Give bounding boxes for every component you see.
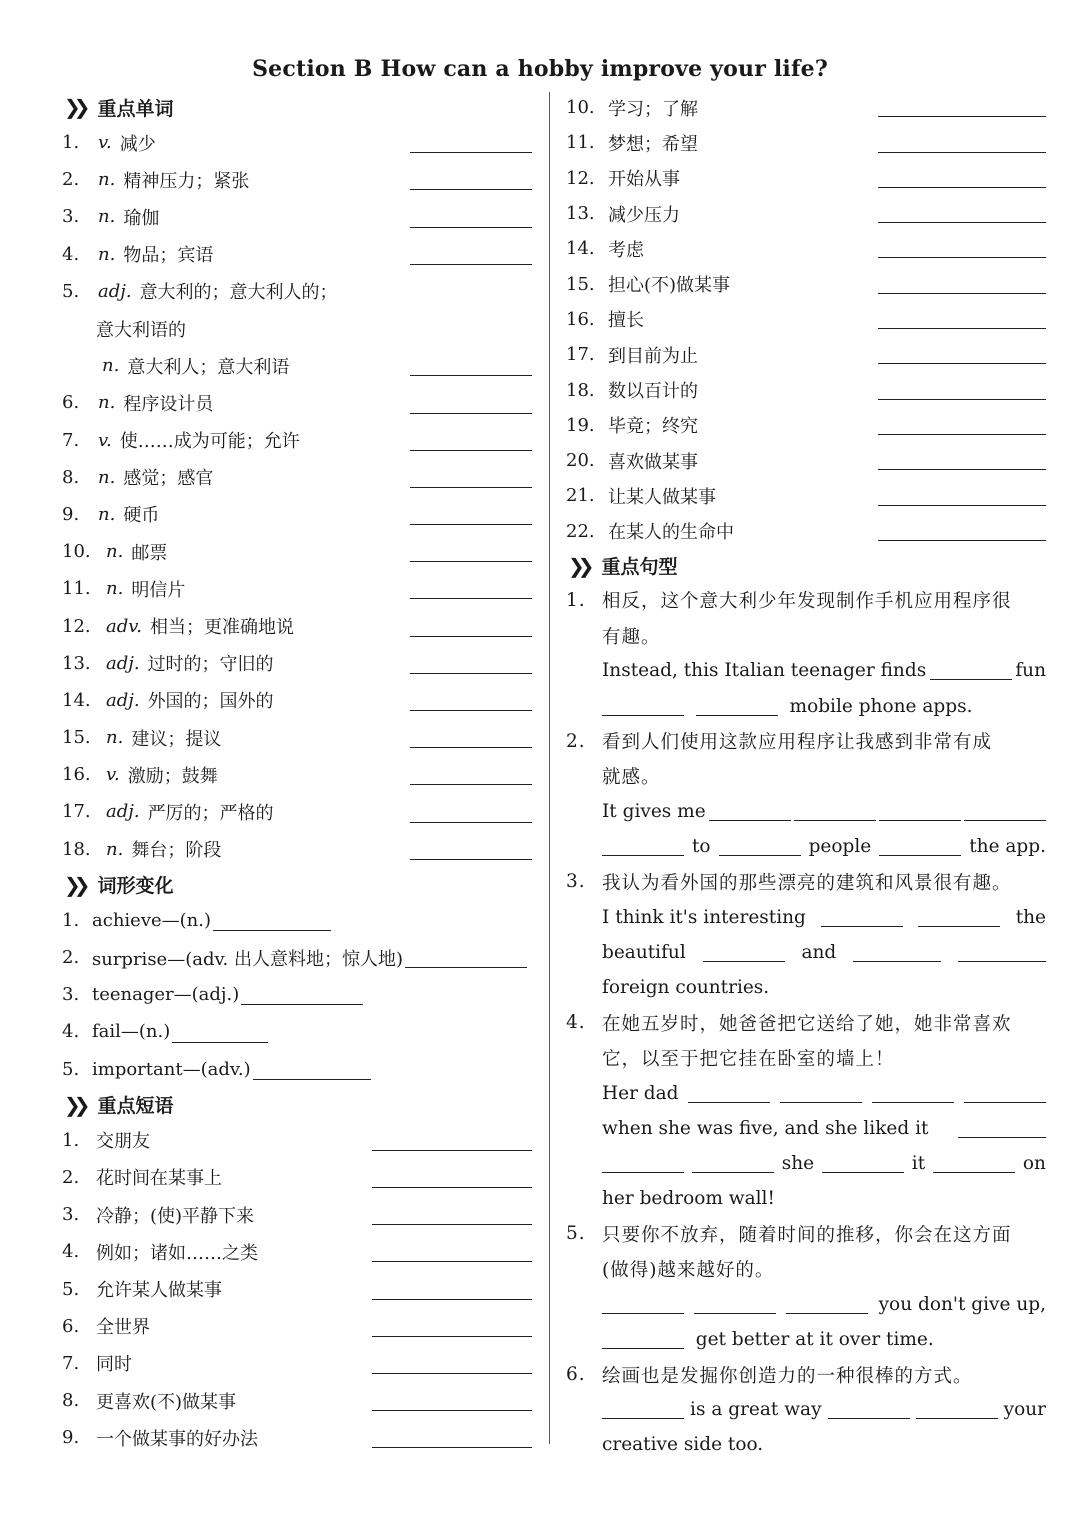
phrase-number: 2. (62, 1166, 80, 1188)
phrases-list-left (62, 1122, 532, 1457)
phrase-number: 7. (62, 1352, 80, 1374)
answer-blank[interactable] (372, 1447, 532, 1448)
answer-blank[interactable] (410, 152, 532, 153)
sentence-6-en: is a great way your (566, 1392, 1046, 1427)
phrase-meaning: 学习；了解 (608, 98, 698, 120)
answer-blank[interactable] (410, 636, 532, 637)
vocab-pos: adj. (106, 652, 140, 674)
phrase-meaning: 同时 (96, 1354, 132, 1376)
sentences-heading (566, 549, 1046, 583)
vocab-pos: n. (98, 392, 116, 414)
vocab-meaning: 舞台；阶段 (131, 840, 222, 862)
answer-blank[interactable] (878, 187, 1046, 188)
answer-blank[interactable] (964, 1084, 1046, 1103)
answer-blank[interactable] (878, 434, 1046, 435)
phrase-number: 16. (566, 308, 595, 330)
phrase-number: 10. (566, 97, 595, 119)
sentence-4-zh: 4. 在她五岁时，她爸爸把它送给了她，她非常喜欢 (566, 1012, 1012, 1035)
answer-blank[interactable] (719, 837, 801, 856)
vocab-pos: adj. (106, 689, 140, 711)
vocab-row (62, 831, 532, 868)
answer-blank[interactable] (372, 1150, 532, 1151)
vocab-row (62, 384, 532, 421)
answer-blank[interactable] (694, 1295, 776, 1314)
sentence-4-zh-cont: 它，以至于把它挂在卧室的墙上！ (602, 1048, 895, 1070)
vocab-pos: n. (106, 541, 124, 563)
answer-blank[interactable] (878, 399, 1046, 400)
vocab-heading (62, 90, 532, 124)
answer-blank[interactable] (372, 1224, 532, 1225)
answer-blank[interactable] (410, 822, 532, 823)
answer-blank[interactable] (696, 697, 778, 716)
vocab-pos: adv. (106, 615, 143, 637)
vocab-row (62, 570, 532, 607)
sentence-3-en-cont2: foreign countries. (602, 977, 770, 999)
vocab-meaning: 外国的；国外的 (147, 691, 274, 713)
vocab-pos: n. (106, 578, 124, 600)
sentence-1-zh-cont: 有趣。 (602, 626, 661, 648)
sentence-4-en-cont2: she it on (566, 1146, 1046, 1181)
forms-row (62, 902, 532, 939)
forms-word: achieve—(n.) (92, 909, 211, 931)
answer-blank[interactable] (878, 540, 1046, 541)
phrase-number: 18. (566, 379, 595, 401)
vocab-number: 1. (62, 132, 80, 154)
vocab-meaning: 意大利语的 (96, 319, 186, 341)
phrase-number: 17. (566, 344, 595, 366)
answer-blank[interactable] (879, 837, 961, 856)
answer-blank[interactable] (933, 1154, 1015, 1173)
phrase-number: 5. (62, 1278, 80, 1300)
answer-blank[interactable] (410, 561, 532, 562)
answer-blank[interactable] (602, 1295, 684, 1314)
answer-blank[interactable] (410, 598, 532, 599)
vocab-pos: n. (106, 727, 124, 749)
phrase-number: 12. (566, 167, 595, 189)
vocab-number: 14. (62, 689, 91, 711)
sentence-1-en: Instead, this Italian teenager finds fun (602, 660, 1046, 682)
sentence-4-en-cont3: her bedroom wall! (602, 1188, 775, 1210)
vocab-pos: v. (98, 429, 112, 451)
vocab-row (62, 719, 532, 756)
sentence-2-en-cont: to people the app. (566, 829, 1046, 864)
answer-blank[interactable] (253, 1079, 371, 1080)
double-chevron-icon: ❯❯ (64, 872, 84, 897)
phrase-row (566, 408, 1046, 443)
sentence-5-zh: 5. 只要你不放弃，随着时间的推移，你会在这方面 (566, 1223, 1012, 1246)
answer-blank[interactable] (878, 469, 1046, 470)
phrase-row (62, 1159, 532, 1196)
vocab-row (62, 607, 532, 644)
phrase-row (566, 372, 1046, 407)
vocab-pos: n. (98, 503, 116, 525)
answer-blank[interactable] (410, 710, 532, 711)
forms-number: 2. (62, 947, 80, 969)
phrase-row (566, 337, 1046, 372)
forms-list (62, 902, 532, 1088)
answer-blank[interactable] (930, 661, 1012, 680)
vocab-meaning: 明信片 (131, 579, 186, 601)
answer-blank[interactable] (602, 1330, 684, 1349)
answer-blank[interactable] (688, 1084, 770, 1103)
answer-blank[interactable] (213, 930, 331, 931)
vocab-row (62, 347, 532, 384)
sentence-1-zh: 1. 相反，这个意大利少年发现制作手机应用程序很 (566, 589, 1012, 613)
answer-blank[interactable] (410, 227, 532, 228)
vocab-row (62, 459, 532, 496)
vocab-number: 2. (62, 169, 80, 191)
answer-blank[interactable] (372, 1373, 532, 1374)
phrase-row (62, 1345, 532, 1382)
vocab-row (62, 756, 532, 793)
phrase-number: 15. (566, 273, 595, 295)
vocab-row (62, 793, 532, 830)
vocab-meaning: 硬币 (123, 505, 160, 527)
answer-blank[interactable] (878, 505, 1046, 506)
answer-blank[interactable] (410, 413, 532, 414)
forms-word: fail—(n.) (92, 1021, 171, 1043)
answer-blank[interactable] (410, 487, 532, 488)
vocab-meaning: 相当；更准确地说 (150, 617, 295, 639)
vocab-meaning: 邮票 (131, 542, 168, 564)
phrase-number: 8. (62, 1390, 80, 1412)
phrase-row (566, 266, 1046, 301)
vocab-number: 7. (62, 429, 80, 451)
phrase-row (566, 514, 1046, 549)
answer-blank[interactable] (410, 747, 532, 748)
phrase-row (62, 1233, 532, 1270)
vocab-row (62, 645, 532, 682)
answer-blank[interactable] (872, 1084, 954, 1103)
phrase-meaning: 更喜欢(不)做某事 (96, 1391, 237, 1413)
answer-blank[interactable] (410, 524, 532, 525)
answer-blank[interactable] (786, 1295, 868, 1314)
phrase-meaning: 擅长 (608, 310, 644, 332)
forms-number: 3. (62, 984, 80, 1006)
answer-blank[interactable] (958, 943, 1046, 962)
phrase-number: 14. (566, 238, 595, 260)
phrase-meaning: 花时间在某事上 (96, 1168, 222, 1190)
phrase-row (62, 1196, 532, 1233)
vocab-meaning: 严厉的；严格的 (147, 802, 274, 824)
phrase-meaning: 到目前为止 (608, 345, 698, 367)
vocab-number: 17. (62, 801, 91, 823)
vocab-number: 10. (62, 541, 91, 563)
sentences-heading-label: 重点句型 (601, 556, 678, 579)
phrases-list-right (566, 90, 1046, 549)
answer-blank[interactable] (958, 1119, 1046, 1138)
forms-row (62, 976, 532, 1013)
phrase-meaning: 冷静；(使)平静下来 (96, 1205, 255, 1227)
phrase-number: 9. (62, 1427, 80, 1449)
phrase-row (62, 1382, 532, 1419)
vocab-meaning: 过时的；守旧的 (147, 654, 274, 676)
sentence-5-en: you don't give up, (566, 1287, 1046, 1322)
vocab-meaning: 使……成为可能；允许 (119, 431, 300, 453)
vocab-heading-label: 重点单词 (97, 97, 174, 120)
answer-blank[interactable] (878, 363, 1046, 364)
vocab-meaning: 瑜伽 (123, 207, 160, 229)
sentence-6-en-cont: creative side too. (602, 1434, 764, 1456)
phrase-meaning: 例如；诸如……之类 (96, 1242, 258, 1264)
sentence-2-zh-cont: 就感。 (602, 767, 661, 789)
phrase-number: 4. (62, 1241, 80, 1263)
vocab-pos: adj. (98, 280, 132, 302)
answer-blank[interactable] (602, 697, 684, 716)
phrase-number: 13. (566, 203, 595, 225)
phrase-number: 19. (566, 414, 595, 436)
answer-blank[interactable] (964, 802, 1046, 821)
answer-blank[interactable] (878, 257, 1046, 258)
sentence-3-en-cont: beautiful and (566, 935, 1046, 970)
phrase-meaning: 开始从事 (608, 169, 680, 191)
vocab-number: 15. (62, 727, 91, 749)
forms-word: teenager—(adj.) (92, 984, 240, 1006)
answer-blank[interactable] (372, 1336, 532, 1337)
vocab-meaning: 精神压力；紧张 (123, 170, 250, 192)
phrase-meaning: 让某人做某事 (608, 486, 716, 508)
answer-blank[interactable] (878, 293, 1046, 294)
vocab-number: 11. (62, 578, 91, 600)
vocab-row (62, 273, 532, 310)
answer-blank[interactable] (878, 116, 1046, 117)
vocab-pos: n. (98, 466, 116, 488)
vocab-pos: n. (98, 206, 116, 228)
phrase-meaning: 数以百计的 (608, 381, 698, 403)
phrase-row (62, 1308, 532, 1345)
phrase-number: 11. (566, 132, 595, 154)
vocab-meaning: 建议；提议 (131, 728, 222, 750)
answer-blank[interactable] (602, 837, 684, 856)
phrase-row (62, 1270, 532, 1307)
vocab-meaning: 减少 (119, 133, 156, 155)
answer-blank[interactable] (172, 1042, 268, 1043)
sentence-5-zh-cont: (做得)越来越好的。 (602, 1260, 775, 1282)
answer-blank[interactable] (918, 908, 1000, 927)
vocab-number: 16. (62, 764, 91, 786)
phrase-row (62, 1122, 532, 1159)
phrase-number: 20. (566, 450, 595, 472)
sentence-6-zh: 6. 绘画也是发掘你创造力的一种很棒的方式。 (566, 1364, 973, 1387)
vocab-row (62, 124, 532, 161)
phrase-number: 1. (62, 1129, 80, 1151)
vocab-number: 4. (62, 243, 80, 265)
phrase-row (566, 478, 1046, 513)
sentence-3-zh: 3. 我认为看外国的那些漂亮的建筑和风景很有趣。 (566, 871, 1012, 894)
vocab-row (62, 496, 532, 533)
right-column (566, 90, 1046, 1463)
vocab-pos: n. (106, 838, 124, 860)
vocab-number: 5. (62, 280, 80, 302)
phrase-meaning: 全世界 (96, 1317, 150, 1339)
phrase-row (62, 1419, 532, 1456)
phrase-row (566, 302, 1046, 337)
vocab-pos: v. (106, 764, 120, 786)
vocab-number: 3. (62, 206, 80, 228)
phrase-number: 22. (566, 520, 595, 542)
vocab-meaning: 意大利的；意大利人的； (139, 282, 338, 304)
column-divider (549, 92, 550, 1444)
vocab-number: 9. (62, 503, 80, 525)
forms-heading (62, 868, 532, 902)
answer-blank[interactable] (602, 1154, 684, 1173)
vocab-pos: n. (102, 355, 120, 377)
phrase-number: 3. (62, 1204, 80, 1226)
phrase-row (566, 196, 1046, 231)
vocab-number: 13. (62, 652, 91, 674)
double-chevron-icon: ❯❯ (64, 1092, 84, 1117)
vocab-row (62, 422, 532, 459)
phrase-row (566, 231, 1046, 266)
phrase-row (566, 90, 1046, 125)
sentence-1-en-cont: mobile phone apps. (566, 688, 1046, 723)
answer-blank[interactable] (878, 328, 1046, 329)
forms-row (62, 939, 532, 976)
answer-blank[interactable] (410, 189, 532, 190)
phrase-row (566, 125, 1046, 160)
phrase-meaning: 在某人的生命中 (608, 522, 734, 544)
answer-blank[interactable] (703, 943, 785, 962)
sentence-4-en-cont: when she was five, and she liked it (566, 1111, 1046, 1146)
answer-blank[interactable] (709, 802, 791, 821)
phrase-meaning: 梦想；希望 (608, 133, 698, 155)
phrase-meaning: 允许某人做某事 (96, 1280, 222, 1302)
answer-blank[interactable] (878, 152, 1046, 153)
forms-number: 5. (62, 1058, 80, 1080)
vocab-row (62, 533, 532, 570)
sentence-3-en: I think it's interesting the (602, 906, 1046, 928)
vocab-row (62, 682, 532, 719)
sentence-4-en: Her dad (566, 1075, 1046, 1110)
forms-row (62, 1051, 532, 1088)
vocab-number: 12. (62, 615, 91, 637)
vocab-pos: n. (98, 169, 116, 191)
answer-blank[interactable] (241, 1004, 363, 1005)
answer-blank[interactable] (822, 1154, 904, 1173)
page-title: Section B How can a hobby improve your life? (252, 56, 828, 82)
answer-blank[interactable] (602, 1400, 684, 1419)
vocab-meaning: 激励；鼓舞 (127, 765, 218, 787)
sentence-5-en-cont: get better at it over time. (566, 1322, 1046, 1357)
vocab-pos: n. (98, 243, 116, 265)
phrase-number: 6. (62, 1315, 80, 1337)
vocab-meaning: 感觉；感官 (123, 468, 214, 490)
vocab-row (62, 236, 532, 273)
answer-blank[interactable] (372, 1299, 532, 1300)
answer-blank[interactable] (853, 943, 941, 962)
vocab-row (62, 310, 532, 347)
answer-blank[interactable] (794, 802, 876, 821)
answer-blank[interactable] (410, 784, 532, 785)
phrase-meaning: 考虑 (608, 239, 644, 261)
phrase-meaning: 一个做某事的好办法 (96, 1428, 258, 1450)
phrase-row (566, 161, 1046, 196)
answer-blank[interactable] (916, 1400, 998, 1419)
double-chevron-icon: ❯❯ (64, 95, 84, 119)
answer-blank[interactable] (372, 1410, 532, 1411)
double-chevron-icon: ❯❯ (568, 553, 588, 578)
answer-blank[interactable] (780, 1084, 862, 1103)
forms-row (62, 1013, 532, 1050)
answer-blank[interactable] (410, 264, 532, 265)
answer-blank[interactable] (821, 908, 903, 927)
forms-heading-label: 词形变化 (97, 875, 174, 898)
answer-blank[interactable] (372, 1187, 532, 1188)
answer-blank[interactable] (410, 375, 532, 376)
answer-blank[interactable] (878, 222, 1046, 223)
forms-number: 1. (62, 909, 80, 931)
vocab-number: 18. (62, 838, 91, 860)
vocab-row (62, 198, 532, 235)
vocab-list (62, 124, 532, 868)
phrase-meaning: 担心(不)做某事 (608, 275, 731, 297)
forms-number: 4. (62, 1021, 80, 1043)
vocab-pos: v. (98, 132, 112, 154)
sentence-2-en: It gives me (566, 794, 1046, 829)
answer-blank[interactable] (828, 1400, 910, 1419)
phrases-heading-label: 重点短语 (97, 1095, 174, 1118)
vocab-meaning: 意大利人；意大利语 (127, 356, 290, 378)
phrase-meaning: 毕竟；终究 (608, 416, 698, 438)
vocab-number: 8. (62, 466, 80, 488)
phrase-row (566, 443, 1046, 478)
answer-blank[interactable] (410, 450, 532, 451)
answer-blank[interactable] (405, 967, 527, 968)
answer-blank[interactable] (879, 802, 961, 821)
left-column (62, 90, 532, 1456)
vocab-meaning: 程序设计员 (123, 393, 214, 415)
answer-blank[interactable] (410, 673, 532, 674)
answer-blank[interactable] (692, 1154, 774, 1173)
vocab-row (62, 161, 532, 198)
phrase-number: 21. (566, 485, 595, 507)
phrases-heading (62, 1088, 532, 1122)
phrase-meaning: 减少压力 (608, 204, 680, 226)
phrase-meaning: 喜欢做某事 (608, 451, 698, 473)
vocab-number: 6. (62, 392, 80, 414)
forms-word: surprise—(adv. 出人意料地；惊人地) (92, 948, 403, 970)
answer-blank[interactable] (372, 1261, 532, 1262)
phrase-meaning: 交朋友 (96, 1131, 150, 1153)
forms-word: important—(adv.) (92, 1058, 251, 1080)
vocab-pos: adj. (106, 801, 140, 823)
vocab-meaning: 物品；宾语 (123, 245, 214, 267)
answer-blank[interactable] (410, 859, 532, 860)
sentence-2-zh: 2. 看到人们使用这款应用程序让我感到非常有成 (566, 730, 993, 754)
